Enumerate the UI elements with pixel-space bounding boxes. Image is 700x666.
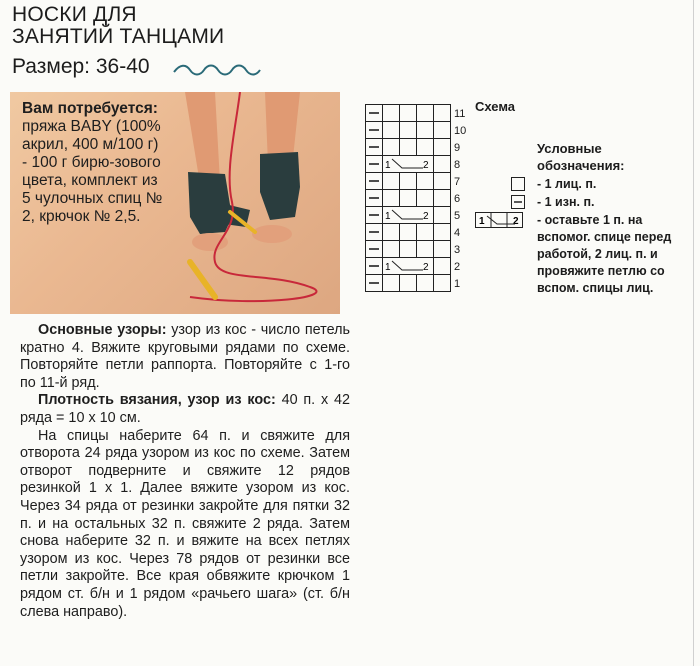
scheme-cell [417, 224, 434, 241]
scheme-cell [434, 173, 451, 190]
legend-text-cable: - оставьте 1 п. на вспомог. спице перед работой, 2 лиц. п. и провяжите петлю со вспом. спицы лиц. [537, 213, 672, 295]
gauge-paragraph [20, 392, 350, 427]
product-photo [10, 92, 340, 314]
scheme-cell [434, 224, 451, 241]
scheme-cell [417, 173, 434, 190]
instructions [20, 322, 350, 621]
scheme-cell [434, 241, 451, 258]
scheme-cell [383, 224, 400, 241]
scheme-cell [400, 122, 417, 139]
row-number: 2 [454, 261, 461, 273]
scheme-cell [383, 241, 400, 258]
legend-text-knit: - 1 лиц. п. [537, 177, 597, 191]
row-number: 4 [454, 227, 461, 239]
scheme-cell [400, 105, 417, 122]
cable-icon [475, 212, 523, 228]
scheme-cell [417, 241, 434, 258]
scheme-cell [400, 139, 417, 156]
cable-icon-label-2: 2 [513, 216, 519, 227]
article-title [12, 4, 224, 48]
scheme-cell [434, 139, 451, 156]
row-number: 9 [454, 142, 461, 154]
row-number: 3 [454, 244, 461, 256]
title-line-1: НОСКИ ДЛЯ [12, 3, 137, 26]
empty-square-icon [511, 177, 525, 191]
scheme-cell [400, 224, 417, 241]
scheme-cell [434, 122, 451, 139]
row-number: 8 [454, 159, 461, 171]
scheme-cell [400, 190, 417, 207]
row-number: 7 [454, 176, 461, 188]
scheme-cell [383, 122, 400, 139]
scheme-cell [383, 105, 400, 122]
scheme-cell [434, 156, 451, 173]
cable-label-2: 2 [423, 160, 429, 171]
scheme-cell [400, 173, 417, 190]
row-number: 5 [454, 210, 461, 222]
page-edge-divider [693, 0, 694, 666]
materials-text: пряжа BABY (100% акрил, 400 м/100 г) - 100 г бирю-зового цвета, комплект из 5 чулочных спиц № 2, крючок № 2,5. [22, 118, 163, 225]
row-number: 6 [454, 193, 461, 205]
materials-box [22, 100, 167, 226]
scheme-cell [434, 207, 451, 224]
scheme-cell [417, 275, 434, 292]
cable-label-2: 2 [423, 262, 429, 273]
cable-label-1: 1 [385, 211, 391, 222]
scheme-cell [383, 190, 400, 207]
scheme-cell [383, 173, 400, 190]
scheme-cell [417, 139, 434, 156]
scheme-cell [434, 105, 451, 122]
scheme-cell [417, 190, 434, 207]
row-number: 11 [454, 108, 466, 120]
materials-heading: Вам потребуется: [22, 100, 158, 117]
patterns-text: узор из кос - число петель кратно 4. Вяжите круговыми рядами по схеме. Повторяйте петли раппорта. Повторяйте с 1-го по 11-й ряд. [20, 322, 350, 391]
patterns-paragraph [20, 322, 350, 392]
scheme-cell [383, 275, 400, 292]
knitting-scheme-grid [364, 100, 474, 296]
cable-label-1: 1 [385, 160, 391, 171]
scheme-cell [434, 258, 451, 275]
gauge-text: 40 п. х 42 ряда = 10 х 10 см. [20, 392, 351, 426]
legend-title: Условные обозначения: [537, 141, 625, 173]
cable-label-2: 2 [423, 211, 429, 222]
patterns-heading: Основные узоры: [38, 322, 167, 338]
legend-text-purl: - 1 изн. п. [537, 195, 595, 209]
row-number: 10 [454, 125, 467, 137]
scheme-cell [434, 275, 451, 292]
scheme-cell [400, 241, 417, 258]
scheme-cell [417, 122, 434, 139]
decorative-wave-icon [172, 62, 262, 78]
scheme-cell [434, 190, 451, 207]
dash-square-icon [511, 195, 525, 209]
row-number: 1 [454, 278, 461, 290]
cable-label-1: 1 [385, 262, 391, 273]
gauge-heading: Плотность вязания, узор из кос: [38, 392, 276, 409]
size-label: Размер: 36-40 [12, 55, 150, 78]
scheme-cell [383, 139, 400, 156]
cable-icon-label-1: 1 [479, 216, 485, 227]
scheme-cell [400, 275, 417, 292]
title-line-2: ЗАНЯТИЙ ТАНЦАМИ [12, 25, 225, 48]
scheme-cell [417, 105, 434, 122]
scheme-title: Схема [475, 99, 516, 114]
steps-paragraph: На спицы наберите 64 п. и свяжите для отворота 24 ряда узором из кос по схеме. Затем отворот подверните и свяжите 12 рядов резинкой 1 х 1. Далее вяжите узором из кос. Через 34 ряда от резинки закройте для пятки 32 п. и на остальных 32 п. свяжите 2 ряда. Затем снова наберите 32 п. и вяжите на всех петлях узором из кос. Через 78 рядов от резинки все петли закройте. Все края обвяжите крючком 1 рядом ст. б/н и 1 рядом «рачьего шага» (ст. б/н слева направо). [20, 427, 350, 620]
